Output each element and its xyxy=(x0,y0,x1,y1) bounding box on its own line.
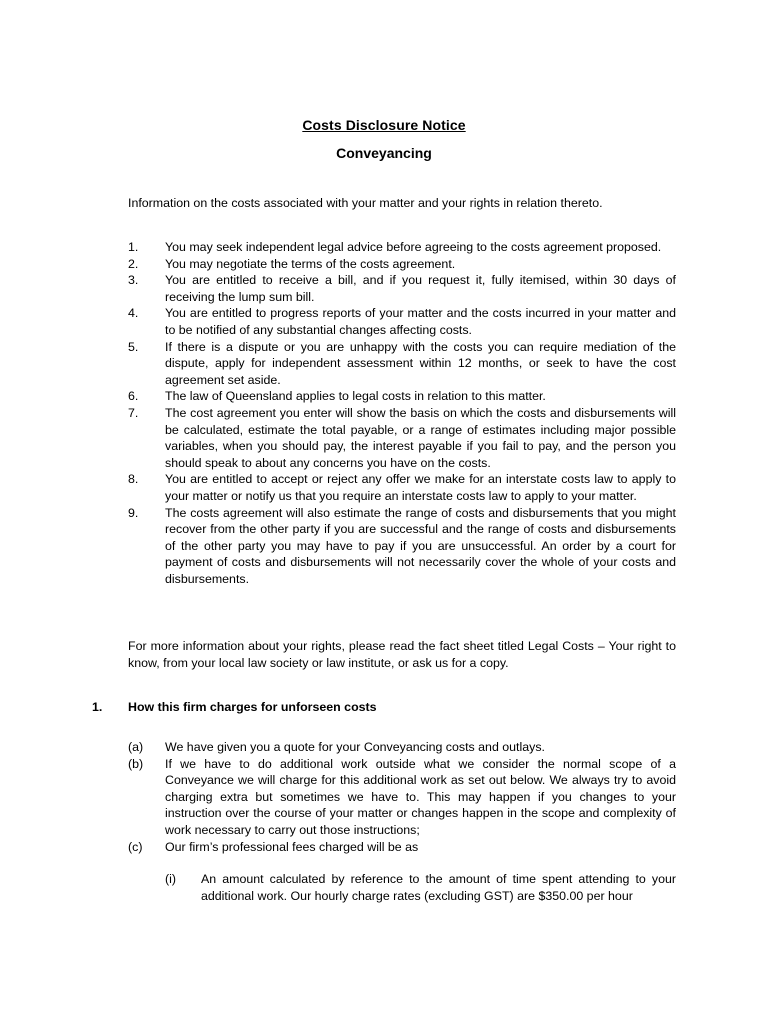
section-item xyxy=(128,756,676,839)
item-number: 2. xyxy=(128,256,139,271)
rights-item xyxy=(128,256,676,273)
item-text: If there is a dispute or you are unhappy with the costs you can require mediation of the dispute, apply for independent assessment within 12 months, or seek to have the cost agreement set aside. xyxy=(165,339,676,387)
section-subitem xyxy=(165,871,676,904)
section-item xyxy=(128,739,676,756)
item-text: You are entitled to progress reports of your matter and the costs incurred in your matter and to be notified of any substantial changes affecting costs. xyxy=(165,306,676,337)
subitem-label: (i) xyxy=(165,872,177,886)
item-number: 5. xyxy=(128,339,139,354)
item-number: 8. xyxy=(128,472,139,487)
subitem-text: An amount calculated by reference to the amount of time spent attending to your additional work. Our hourly charge rates (excluding GST) are $350.00 per hour xyxy=(201,872,676,903)
rights-item xyxy=(128,505,676,588)
item-number: 9. xyxy=(128,505,139,520)
item-label: (b) xyxy=(128,756,144,771)
section-heading xyxy=(92,699,692,716)
intro-paragraph: Information on the costs associated with your matter and your rights in relation thereto. xyxy=(128,196,603,210)
item-number: 1. xyxy=(128,240,139,254)
item-text: You may negotiate the terms of the costs agreement. xyxy=(165,256,456,271)
section-number: 1. xyxy=(92,700,103,714)
rights-item xyxy=(128,405,676,471)
item-number: 6. xyxy=(128,389,139,404)
document-subtitle: Conveyancing xyxy=(336,145,432,161)
item-text: You are entitled to accept or reject any offer we make for an interstate costs law to apply to your matter or notify us that you require an interstate costs law to apply to your matter. xyxy=(165,472,676,503)
document-title: Costs Disclosure Notice xyxy=(302,117,466,133)
rights-item xyxy=(128,272,676,305)
section-items xyxy=(128,739,676,855)
item-number: 3. xyxy=(128,273,139,288)
item-text: You may seek independent legal advice before agreeing to the costs agreement proposed. xyxy=(165,240,662,254)
more-info-paragraph: For more information about your rights, please read the fact sheet titled Legal Costs – Your right to know, from your local law society or law institute, or ask us for a copy. xyxy=(128,639,676,670)
rights-list xyxy=(128,239,676,587)
item-text: The cost agreement you enter will show the basis on which the costs and disbursements will be calculated, estimate the total payable, or a range of estimates including major possible variables, when you should pay, the interest payable if you fail to pay, and the person you should speak to about any concerns you have on the costs. xyxy=(165,405,676,470)
item-text: We have given you a quote for your Conveyancing costs and outlays. xyxy=(165,740,545,754)
item-label: (a) xyxy=(128,740,144,754)
rights-item xyxy=(128,388,676,405)
item-number: 7. xyxy=(128,405,139,420)
item-text: Our firm’s professional fees charged will be as xyxy=(165,839,419,854)
item-number: 4. xyxy=(128,306,139,321)
item-text: The costs agreement will also estimate the range of costs and disbursements that you might recover from the other party if you are successful and the range of costs and disbursements of the other party you may have to pay if you are unsuccessful. An order by a court for payment of costs and disbursements will not necessarily cover the whole of your costs and disbursements. xyxy=(165,505,676,586)
section-title: How this firm charges for unforseen costs xyxy=(128,700,377,714)
section-item xyxy=(128,839,676,856)
rights-item xyxy=(128,339,676,389)
item-text: The law of Queensland applies to legal costs in relation to this matter. xyxy=(165,389,546,404)
rights-item xyxy=(128,239,676,256)
item-text: You are entitled to receive a bill, and if you request it, fully itemised, within 30 days of receiving the lump sum bill. xyxy=(165,273,676,304)
rights-item xyxy=(128,471,676,504)
item-text: If we have to do additional work outside what we consider the normal scope of a Conveyance we will charge for this additional work as set out below. We always try to avoid charging extra but sometimes we have to. This may happen if you changes to your instruction over the course of your matter or changes happen in the scope and complexity of work necessary to carry out those instructions; xyxy=(165,756,676,837)
item-label: (c) xyxy=(128,839,143,854)
rights-item xyxy=(128,305,676,338)
